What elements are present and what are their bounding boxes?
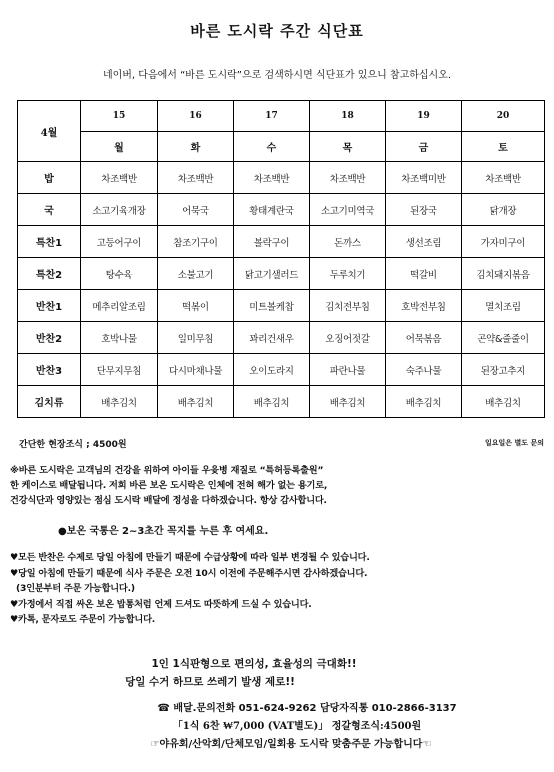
menu-item-cell: 김치돼지볶음 <box>462 258 545 290</box>
notice-line: ※바른 도시락은 고객님의 건강을 위하여 아이들 우윳병 재질로 “특허등록출원” <box>10 465 324 476</box>
menu-item-cell: 소불고기 <box>158 258 234 290</box>
promo-block <box>0 655 554 691</box>
page-subtitle: 네이버, 다음에서 “바른 도시락”으로 검색하시면 식단표가 있으니 참고하십시오. <box>102 70 452 81</box>
menu-row <box>18 386 545 418</box>
menu-item-cell: 일미무침 <box>158 322 234 354</box>
soup-bowl-note: ●보온 국통은 2~3초간 꼭지를 누른 후 여세요. <box>58 526 269 537</box>
weekly-menu-table <box>17 100 545 418</box>
menu-item-cell: 김치전부침 <box>310 290 386 322</box>
row-label: 김치류 <box>18 386 81 418</box>
menu-row <box>18 258 545 290</box>
weekday-cell: 금 <box>386 132 462 162</box>
menu-item-cell: 참조기구이 <box>158 226 234 258</box>
info-point: ♥가정에서 직접 싸온 보온 밥통처럼 언제 드셔도 따뜻하게 드실 수 있습니다. <box>10 598 312 610</box>
date-cell: 20 <box>462 101 545 132</box>
weekday-cell: 화 <box>158 132 234 162</box>
weekday-cell: 월 <box>81 132 158 162</box>
menu-item-cell: 파란나물 <box>310 354 386 386</box>
menu-item-cell: 차조백반 <box>462 162 545 194</box>
menu-item-cell: 된장고추지 <box>462 354 545 386</box>
menu-item-cell: 다시마채나물 <box>158 354 234 386</box>
weekday-cell: 수 <box>234 132 310 162</box>
sunday-note: 일요일은 별도 문의 <box>485 439 544 447</box>
price-line: 「1식 6찬 ₩7,000 (VAT별도)」 정갈형조식:4500원 <box>172 721 422 732</box>
row-label: 특찬2 <box>18 258 81 290</box>
menu-item-cell: 차조백반 <box>234 162 310 194</box>
date-cell: 16 <box>158 101 234 132</box>
row-label: 특찬1 <box>18 226 81 258</box>
row-label: 반찬1 <box>18 290 81 322</box>
row-label: 국 <box>18 194 81 226</box>
menu-item-cell: 단무지무침 <box>81 354 158 386</box>
menu-item-cell: 꽈리건새우 <box>234 322 310 354</box>
menu-item-cell: 배추김치 <box>81 386 158 418</box>
info-point: ♥모든 반찬은 수제로 당일 아침에 만들기 때문에 수급상황에 따라 일부 변경될 수 있습니다. <box>10 552 370 563</box>
info-point: ♥카톡, 문자로도 주문이 가능합니다. <box>10 614 156 625</box>
menu-item-cell: 차조백미반 <box>386 162 462 194</box>
date-cell: 17 <box>234 101 310 132</box>
row-label: 반찬3 <box>18 354 81 386</box>
notice-block <box>10 463 544 508</box>
promo-line: 1인 1식판형으로 편의성, 효율성의 극대화!! <box>151 658 357 670</box>
menu-item-cell: 오이도라지 <box>234 354 310 386</box>
menu-item-cell: 숙주나물 <box>386 354 462 386</box>
custom-order-line: ☞야유회/산악회/단체모임/일회용 도시락 맞춤주문 가능합니다☜ <box>150 739 432 750</box>
menu-item-cell: 소고기미역국 <box>310 194 386 226</box>
menu-item-cell: 차조백반 <box>158 162 234 194</box>
onsite-breakfast-note: 간단한 현장조식 ; 4500원 <box>19 440 127 450</box>
menu-item-cell: 메추리알조림 <box>81 290 158 322</box>
date-cell: 19 <box>386 101 462 132</box>
menu-item-cell: 생선조림 <box>386 226 462 258</box>
menu-item-cell: 어묵국 <box>158 194 234 226</box>
menu-item-cell: 멸치조림 <box>462 290 545 322</box>
info-point: ♥당일 아침에 만들기 때문에 식사 주문은 오전 10시 이전에 주문해주시면 감사하겠습니다. <box>10 567 368 579</box>
menu-item-cell: 볼락구이 <box>234 226 310 258</box>
date-cell: 18 <box>310 101 386 132</box>
menu-item-cell: 황태계란국 <box>234 194 310 226</box>
date-cell: 15 <box>81 101 158 132</box>
menu-item-cell: 떡볶이 <box>158 290 234 322</box>
menu-item-cell: 어묵볶음 <box>386 322 462 354</box>
menu-row <box>18 226 545 258</box>
menu-row <box>18 354 545 386</box>
menu-row <box>18 322 545 354</box>
menu-item-cell: 탕수육 <box>81 258 158 290</box>
menu-item-cell: 배추김치 <box>158 386 234 418</box>
menu-item-cell: 배추김치 <box>386 386 462 418</box>
menu-item-cell: 된장국 <box>386 194 462 226</box>
menu-item-cell: 곤약&줄줄이 <box>462 322 545 354</box>
menu-item-cell: 배추김치 <box>462 386 545 418</box>
row-label: 반찬2 <box>18 322 81 354</box>
menu-row <box>18 290 545 322</box>
notice-line: 건강식단과 영양있는 점심 도시락 배달에 정성을 다하겠습니다. 항상 감사합니다. <box>10 495 327 506</box>
menu-item-cell: 고등어구이 <box>81 226 158 258</box>
menu-item-cell: 소고기육개장 <box>81 194 158 226</box>
weekday-cell: 토 <box>462 132 545 162</box>
row-label: 밥 <box>18 162 81 194</box>
menu-row <box>18 162 545 194</box>
menu-body <box>18 162 545 418</box>
contact-block <box>0 700 554 754</box>
contact-phone: ☎ 배달.문의전화 051-624-9262 담당자직통 010-2866-3137 <box>157 703 457 714</box>
menu-item-cell: 오징어젓갈 <box>310 322 386 354</box>
menu-item-cell: 차조백반 <box>81 162 158 194</box>
menu-item-cell: 배추김치 <box>234 386 310 418</box>
promo-line: 당일 수거 하므로 쓰레기 발생 제로!! <box>125 676 295 688</box>
menu-item-cell: 돈까스 <box>310 226 386 258</box>
menu-item-cell: 떡갈비 <box>386 258 462 290</box>
menu-item-cell: 배추김치 <box>310 386 386 418</box>
info-points <box>10 550 544 628</box>
menu-item-cell: 두루치기 <box>310 258 386 290</box>
page-title: 바른 도시락 주간 식단표 <box>190 22 364 40</box>
month-label: 4월 <box>18 101 81 162</box>
weekday-cell: 목 <box>310 132 386 162</box>
menu-item-cell: 차조백반 <box>310 162 386 194</box>
menu-item-cell: 닭고기샐러드 <box>234 258 310 290</box>
menu-item-cell: 가자미구이 <box>462 226 545 258</box>
notice-line: 한 케이스로 배달됩니다. 저희 바른 보온 도시락은 인체에 전혀 해가 없는 용기로, <box>10 480 328 491</box>
menu-item-cell: 미트볼케찹 <box>234 290 310 322</box>
menu-row <box>18 194 545 226</box>
menu-item-cell: 닭개장 <box>462 194 545 226</box>
menu-item-cell: 호박나물 <box>81 322 158 354</box>
menu-item-cell: 호박전부침 <box>386 290 462 322</box>
info-point: (3인분부터 주문 가능합니다.) <box>10 583 135 594</box>
